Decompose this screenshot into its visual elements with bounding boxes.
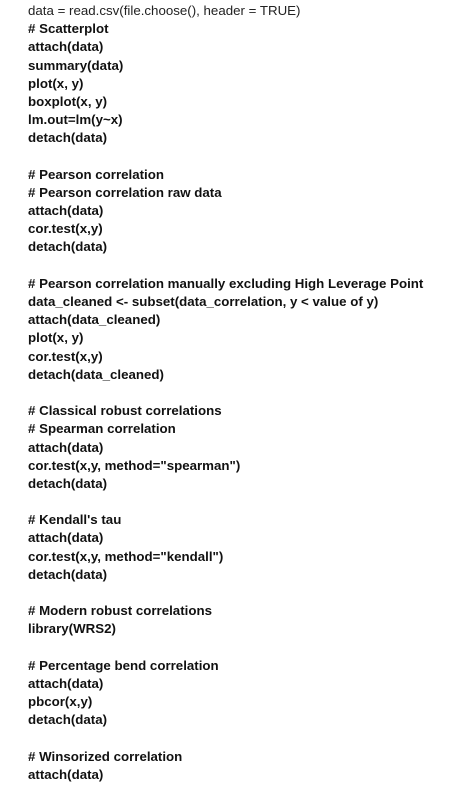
code-line: cor.test(x,y) bbox=[28, 221, 103, 237]
code-line: cor.test(x,y, method="spearman") bbox=[28, 457, 241, 473]
comment-line: # Winsorized correlation bbox=[28, 748, 183, 764]
code-document bbox=[28, 2, 468, 784]
code-line: library(WRS2) bbox=[28, 621, 116, 637]
comment-line: # Classical robust correlations bbox=[28, 403, 222, 419]
code-line: pbcor(x,y) bbox=[28, 694, 93, 710]
comment-line: # Modern robust correlations bbox=[28, 603, 212, 619]
blank-line bbox=[28, 493, 468, 511]
code-line: detach(data) bbox=[28, 475, 108, 491]
code-line: attach(data) bbox=[28, 675, 104, 691]
code-line: attach(data) bbox=[28, 766, 104, 782]
code-line: data = read.csv(file.choose(), header = TRUE) bbox=[28, 3, 301, 18]
blank-line bbox=[28, 730, 468, 748]
code-line: attach(data) bbox=[28, 39, 104, 55]
code-line: cor.test(x,y, method="kendall") bbox=[28, 548, 224, 564]
code-line: lm.out=lm(y~x) bbox=[28, 112, 123, 128]
code-line: detach(data) bbox=[28, 566, 108, 582]
blank-line bbox=[28, 257, 468, 275]
code-line: boxplot(x, y) bbox=[28, 93, 108, 109]
code-line: plot(x, y) bbox=[28, 75, 84, 91]
code-line: attach(data) bbox=[28, 203, 104, 219]
code-line: detach(data) bbox=[28, 239, 108, 255]
code-line: data_cleaned <- subset(data_correlation, y < value of y) bbox=[28, 294, 379, 309]
comment-line: # Scatterplot bbox=[28, 21, 109, 37]
code-line: attach(data) bbox=[28, 439, 104, 455]
code-line: detach(data) bbox=[28, 712, 108, 728]
comment-line: # Pearson correlation raw data bbox=[28, 184, 222, 200]
code-line: detach(data_cleaned) bbox=[28, 366, 164, 382]
comment-line: # Percentage bend correlation bbox=[28, 657, 219, 673]
code-line: attach(data_cleaned) bbox=[28, 312, 161, 328]
comment-line: # Kendall's tau bbox=[28, 512, 122, 528]
blank-line bbox=[28, 639, 468, 657]
blank-line bbox=[28, 384, 468, 402]
comment-line: # Pearson correlation manually excluding High Leverage Point bbox=[28, 275, 424, 291]
code-line: plot(x, y) bbox=[28, 330, 84, 346]
code-line: summary(data) bbox=[28, 57, 124, 73]
comment-line: # Pearson correlation bbox=[28, 166, 164, 182]
blank-line bbox=[28, 584, 468, 602]
code-line: cor.test(x,y) bbox=[28, 348, 103, 364]
blank-line bbox=[28, 148, 468, 166]
comment-line: # Spearman correlation bbox=[28, 421, 176, 437]
code-line: detach(data) bbox=[28, 130, 108, 146]
code-line: attach(data) bbox=[28, 530, 104, 546]
